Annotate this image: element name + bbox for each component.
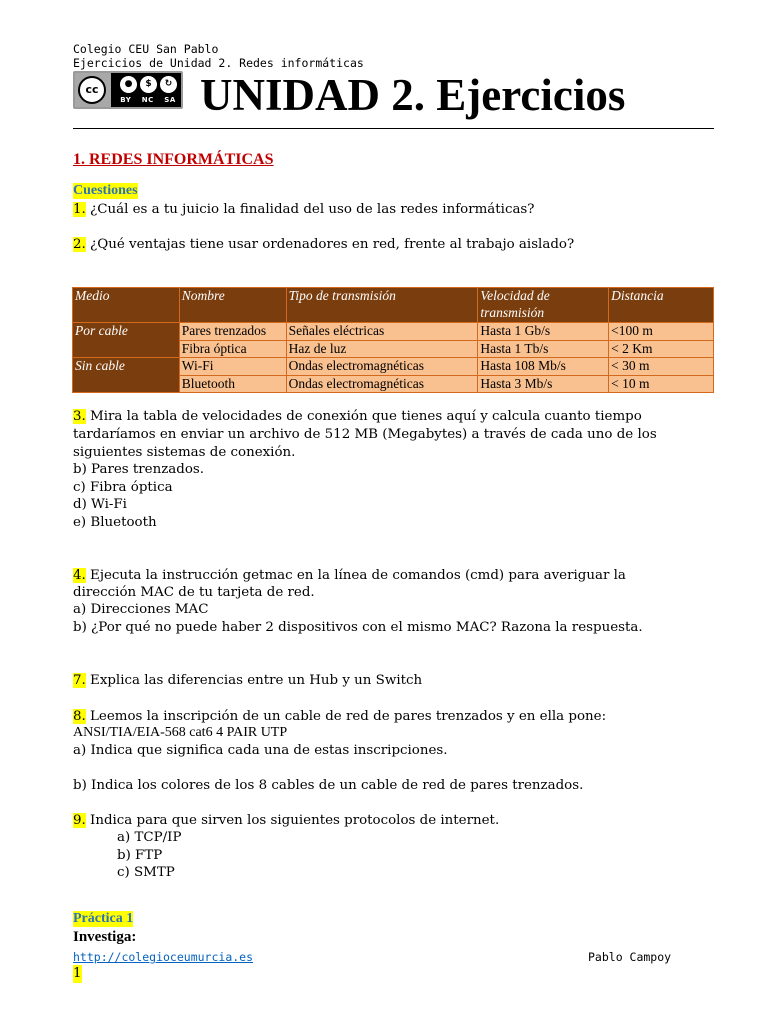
sa-share-icon: ↻ [159, 75, 178, 94]
table-cell: Wi-Fi [179, 358, 286, 376]
question-3-option: e) Bluetooth [73, 515, 157, 530]
table-header-cell: Tipo de transmisión [286, 288, 478, 323]
table-cell: Señales eléctricas [286, 323, 478, 341]
page-title: UNIDAD 2. Ejercicios [200, 70, 626, 120]
nc-dollar-icon: $ [139, 75, 158, 94]
cc-label-sa: SA [164, 96, 176, 104]
footer-author: Pablo Campoy [588, 950, 672, 964]
table-cell: Hasta 3 Mb/s [478, 375, 609, 393]
practica-label: Práctica 1 [73, 911, 134, 926]
header-school: Colegio CEU San Pablo [73, 42, 219, 56]
table-row [73, 358, 714, 376]
table-cell: Bluetooth [179, 375, 286, 393]
question-text: Leemos la inscripción de un cable de red de pares trenzados y en ella pone: [85, 709, 607, 724]
question-text: Mira la tabla de velocidades de conexión que tienes aquí y calcula cuanto tiempo [85, 409, 642, 424]
question-8-b: b) Indica los colores de los 8 cables de un cable de red de pares trenzados. [73, 778, 584, 793]
question-3-option: b) Pares trenzados. [73, 462, 205, 477]
question-3-line-2: tardaríamos en enviar un archivo de 512 MB (Megabytes) a través de cada uno de los [73, 427, 657, 442]
question-number: 7. [73, 673, 86, 688]
table-cell: Hasta 1 Tb/s [478, 340, 609, 358]
page-number: 1 [73, 966, 82, 981]
question-4-line-1 [73, 567, 626, 585]
question-text: Indica para que sirven los siguientes protocolos de internet. [85, 813, 500, 828]
cuestiones-label: Cuestiones [73, 183, 138, 198]
table-row [73, 323, 714, 341]
cc-license-badge [73, 71, 183, 109]
cc-icon: cc [78, 76, 106, 104]
question-3-option: d) Wi-Fi [73, 497, 127, 512]
question-number: 2. [73, 237, 86, 252]
question-number: 3. [73, 409, 86, 424]
question-1 [73, 201, 535, 219]
table-header-cell: Nombre [179, 288, 286, 323]
question-number: 1. [73, 202, 86, 217]
title-rule [73, 128, 714, 129]
table-cell: Pares trenzados [179, 323, 286, 341]
question-9-option: c) SMTP [117, 865, 175, 880]
table-cell: < 30 m [609, 358, 714, 376]
question-7 [73, 672, 422, 690]
table-cell: Haz de luz [286, 340, 478, 358]
investiga-label: Investiga: [73, 929, 137, 945]
table-header-row [73, 288, 714, 323]
question-text: Explica las diferencias entre un Hub y un Switch [85, 673, 423, 688]
question-8-line-1 [73, 708, 606, 726]
table-cell: <100 m [609, 323, 714, 341]
question-number: 4. [73, 568, 86, 583]
question-4-b: b) ¿Por qué no puede haber 2 dispositivos con el mismo MAC? Razona la respuesta. [73, 620, 643, 635]
table-cell: Hasta 1 Gb/s [478, 323, 609, 341]
table-cell: < 10 m [609, 375, 714, 393]
table-cell: < 2 Km [609, 340, 714, 358]
table-cell: Ondas electromagnéticas [286, 358, 478, 376]
transmission-table [72, 287, 714, 393]
question-text: ¿Qué ventajas tiene usar ordenadores en red, frente al trabajo aislado? [85, 237, 575, 252]
table-medio-cell: Sin cable [73, 358, 180, 393]
question-text: Ejecuta la instrucción getmac en la línea de comandos (cmd) para averiguar la [85, 568, 626, 583]
cc-label-by: BY [120, 96, 132, 104]
question-3-line-3: siguientes sistemas de conexión. [73, 445, 296, 460]
question-4-a: a) Direcciones MAC [73, 602, 209, 617]
question-2 [73, 236, 574, 254]
table-header-cell: Velocidad de transmisión [478, 288, 609, 323]
question-8-line-2: ANSI/TIA/EIA-568 cat6 4 PAIR UTP [73, 725, 288, 740]
question-3-line-1 [73, 408, 642, 426]
cc-label-nc: NC [141, 96, 154, 104]
question-8-a: a) Indica que significa cada una de estas inscripciones. [73, 743, 448, 758]
question-9 [73, 812, 499, 830]
question-9-option: b) FTP [117, 848, 163, 863]
question-text: ¿Cuál es a tu juicio la finalidad del uso de las redes informáticas? [85, 202, 535, 217]
table-header-cell: Distancia [609, 288, 714, 323]
question-number: 9. [73, 813, 86, 828]
table-cell: Fibra óptica [179, 340, 286, 358]
footer-link[interactable]: http://colegioceumurcia.es [73, 950, 254, 964]
table-medio-cell: Por cable [73, 323, 180, 358]
question-3-option: c) Fibra óptica [73, 480, 173, 495]
by-person-icon: ● [119, 75, 138, 94]
table-cell: Hasta 108 Mb/s [478, 358, 609, 376]
question-number: 8. [73, 709, 86, 724]
table-cell: Ondas electromagnéticas [286, 375, 478, 393]
question-9-option: a) TCP/IP [117, 830, 182, 845]
question-4-line-2: dirección MAC de tu tarjeta de red. [73, 585, 315, 600]
table-header-cell: Medio [73, 288, 180, 323]
section-heading: 1. REDES INFORMÁTICAS [73, 151, 274, 168]
header-subtitle: Ejercicios de Unidad 2. Redes informáticas [73, 56, 364, 70]
